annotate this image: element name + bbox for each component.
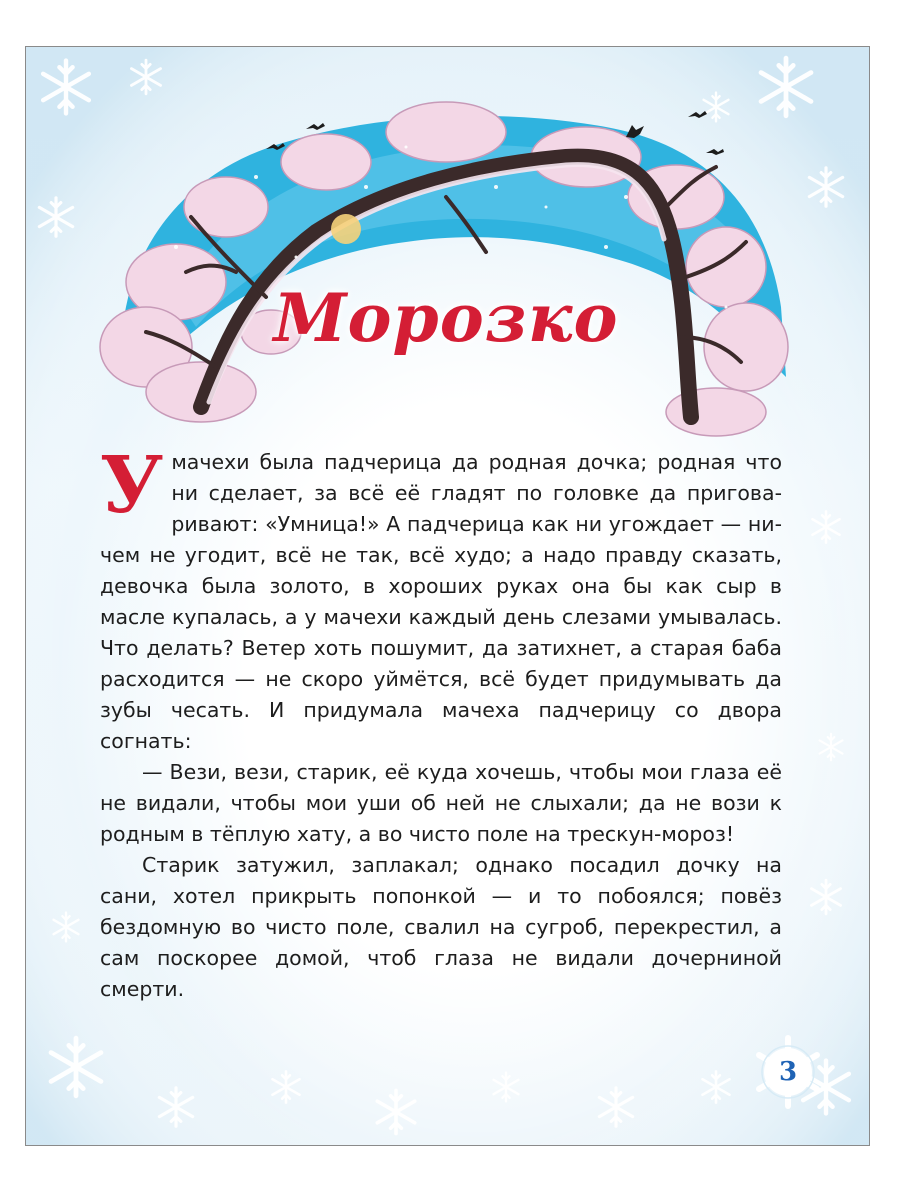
drop-cap: У: [100, 440, 164, 531]
page-title: Морозко: [273, 279, 619, 357]
story-text: [100, 440, 782, 1005]
paragraph-text: мачехи была падчерица да родная дочка; родная что ни сделает, за всё её гладят по головке да приговаривают: «Умница!» А падчерица как ни угождает — ничем не угодит, всё не так, всё худо; а надо правду сказать, девочка была золото, в хороших руках она бы как сыр в масле купалась, а у мачехи каждый день слезами умывалась. Что делать? Ветер хоть пошумит, да затихнет, а старая баба расходится — не скоро уймётся, всё будет придумывать да зубы чесать. И придумала мачеха падчерицу со двора согнать:: [100, 450, 782, 753]
winter-tree-illustration: [26, 47, 869, 447]
moon-icon: [331, 214, 361, 244]
book-page: [25, 46, 870, 1146]
page-number-badge: [748, 1032, 828, 1112]
paragraph: Старик затужил, заплакал; однако посадил дочку на сани, хотел прикрыть попонкой — и то побоялся; повёз бездомную во чисто поле, свалил на сугроб, перекрестил, а сам поскорее домой, чтоб глаза не видали дочерниной смерти.: [100, 853, 782, 1001]
paragraph: [100, 440, 782, 757]
paragraph: — Вези, вези, старик, её куда хочешь, чтобы мои глаза её не видали, чтобы мои уши об ней не слыхали; да не вози к родным в тёплую хату, а во чисто поле на трескун-мороз!: [100, 760, 782, 846]
page-number: 3: [778, 1057, 798, 1087]
